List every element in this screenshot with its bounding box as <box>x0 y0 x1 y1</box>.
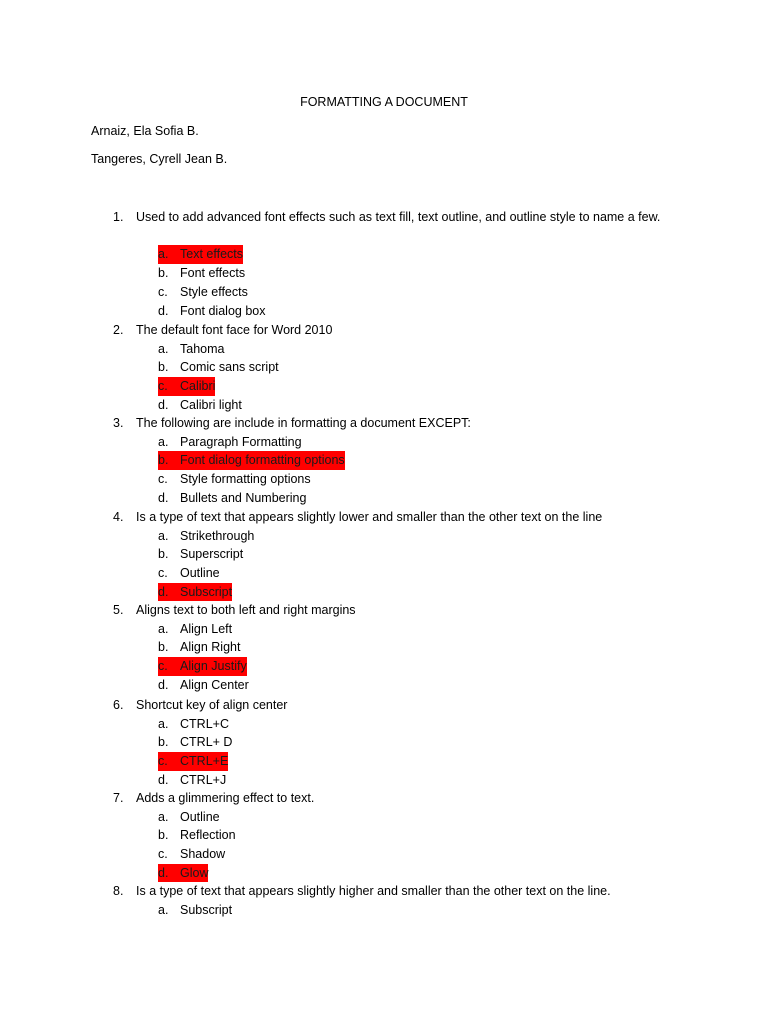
question-text: Is a type of text that appears slightly lower and smaller than the other text on the line <box>136 510 603 524</box>
answer-option-highlighted <box>158 752 228 771</box>
option-text: Glow <box>180 865 209 880</box>
answer-option-highlighted <box>158 245 243 264</box>
author-name: Arnaiz, Ela Sofia B. <box>91 124 199 138</box>
option-text: Align Right <box>180 640 241 655</box>
question-number: 1. <box>113 210 124 224</box>
answer-option <box>158 470 311 489</box>
option-letter: d. <box>158 490 169 505</box>
answer-option <box>158 396 242 415</box>
answer-option <box>158 845 225 864</box>
answer-option <box>158 433 302 452</box>
option-text: Font dialog box <box>180 303 266 318</box>
question-number: 8. <box>113 884 124 898</box>
answer-option <box>158 358 279 377</box>
option-text: Align Left <box>180 621 233 636</box>
answer-option <box>158 283 248 302</box>
option-letter: a. <box>158 247 169 262</box>
option-text: Subscript <box>180 902 233 917</box>
option-letter: b. <box>158 640 169 655</box>
option-text: CTRL+C <box>180 716 229 731</box>
answer-option <box>158 620 232 639</box>
option-text: Font effects <box>180 266 246 281</box>
question-number: 3. <box>113 416 124 430</box>
answer-option-highlighted <box>158 864 208 883</box>
answer-option <box>158 638 240 657</box>
answer-option-highlighted <box>158 377 215 396</box>
question-text: Shortcut key of align center <box>136 698 288 712</box>
question-text: Is a type of text that appears slightly higher and smaller than the other text on the line. <box>136 884 611 898</box>
option-letter: b. <box>158 453 169 468</box>
option-letter: d. <box>158 397 169 412</box>
answer-option <box>158 733 232 752</box>
option-letter: b. <box>158 266 169 281</box>
option-letter: c. <box>158 847 168 862</box>
option-text: Calibri <box>180 379 216 394</box>
option-letter: c. <box>158 472 168 487</box>
option-letter: b. <box>158 360 169 375</box>
option-letter: a. <box>158 809 169 824</box>
option-text: Font dialog formatting options <box>180 453 345 468</box>
option-letter: d. <box>158 303 169 318</box>
question-item <box>113 696 673 715</box>
option-text: Paragraph Formatting <box>180 434 302 449</box>
question-item <box>113 789 673 808</box>
option-letter: a. <box>158 341 169 356</box>
option-letter: c. <box>158 659 168 674</box>
question-text: Used to add advanced font effects such as text fill, text outline, and outline style to name a few. <box>136 210 661 224</box>
question-item <box>113 882 673 901</box>
option-letter: c. <box>158 566 168 581</box>
answer-option <box>158 901 232 920</box>
option-text: Subscript <box>180 584 233 599</box>
option-text: Text effects <box>180 247 243 262</box>
answer-option <box>158 340 224 359</box>
answer-option-highlighted <box>158 583 232 602</box>
question-number: 7. <box>113 791 124 805</box>
question-number: 5. <box>113 603 124 617</box>
answer-option <box>158 302 265 321</box>
question-item <box>113 321 673 340</box>
answer-option <box>158 715 229 734</box>
question-item <box>113 414 673 433</box>
answer-option-highlighted <box>158 657 247 676</box>
option-text: Bullets and Numbering <box>180 490 307 505</box>
answer-option <box>158 771 226 790</box>
question-text: The default font face for Word 2010 <box>136 323 333 337</box>
option-letter: d. <box>158 772 169 787</box>
option-letter: a. <box>158 528 169 543</box>
option-text: Comic sans script <box>180 360 279 375</box>
answer-option <box>158 527 254 546</box>
question-item <box>113 508 673 527</box>
option-letter: d. <box>158 865 169 880</box>
question-text: The following are include in formatting a document EXCEPT: <box>136 416 471 430</box>
option-text: Calibri light <box>180 397 242 412</box>
option-letter: a. <box>158 434 169 449</box>
option-text: Align Justify <box>180 659 247 674</box>
option-letter: b. <box>158 828 169 843</box>
option-text: Strikethrough <box>180 528 255 543</box>
question-number: 6. <box>113 698 124 712</box>
option-text: Outline <box>180 809 220 824</box>
option-letter: d. <box>158 677 169 692</box>
answer-option <box>158 489 306 508</box>
question-item <box>113 601 673 620</box>
answer-option <box>158 676 249 695</box>
answer-option <box>158 826 236 845</box>
option-letter: c. <box>158 754 168 769</box>
option-text: Align Center <box>180 677 249 692</box>
option-letter: c. <box>158 284 168 299</box>
option-text: Style effects <box>180 284 248 299</box>
option-text: Shadow <box>180 847 226 862</box>
option-text: CTRL+J <box>180 772 227 787</box>
answer-option <box>158 564 220 583</box>
document-title: FORMATTING A DOCUMENT <box>300 95 468 109</box>
author-name: Tangeres, Cyrell Jean B. <box>91 152 228 166</box>
answer-option <box>158 264 245 283</box>
option-text: Superscript <box>180 547 244 562</box>
question-item <box>113 208 673 227</box>
option-letter: a. <box>158 716 169 731</box>
option-text: Style formatting options <box>180 472 311 487</box>
option-letter: a. <box>158 621 169 636</box>
option-text: Reflection <box>180 828 236 843</box>
option-letter: a. <box>158 902 169 917</box>
option-letter: d. <box>158 584 169 599</box>
option-text: CTRL+ D <box>180 735 233 750</box>
option-text: CTRL+E <box>180 754 229 769</box>
option-letter: b. <box>158 547 169 562</box>
question-number: 4. <box>113 510 124 524</box>
question-text: Aligns text to both left and right margins <box>136 603 356 617</box>
option-letter: b. <box>158 735 169 750</box>
option-text: Tahoma <box>180 341 225 356</box>
answer-option <box>158 545 243 564</box>
option-letter: c. <box>158 379 168 394</box>
answer-option <box>158 808 220 827</box>
option-text: Outline <box>180 566 220 581</box>
answer-option-highlighted <box>158 451 345 470</box>
question-text: Adds a glimmering effect to text. <box>136 791 315 805</box>
question-number: 2. <box>113 323 124 337</box>
